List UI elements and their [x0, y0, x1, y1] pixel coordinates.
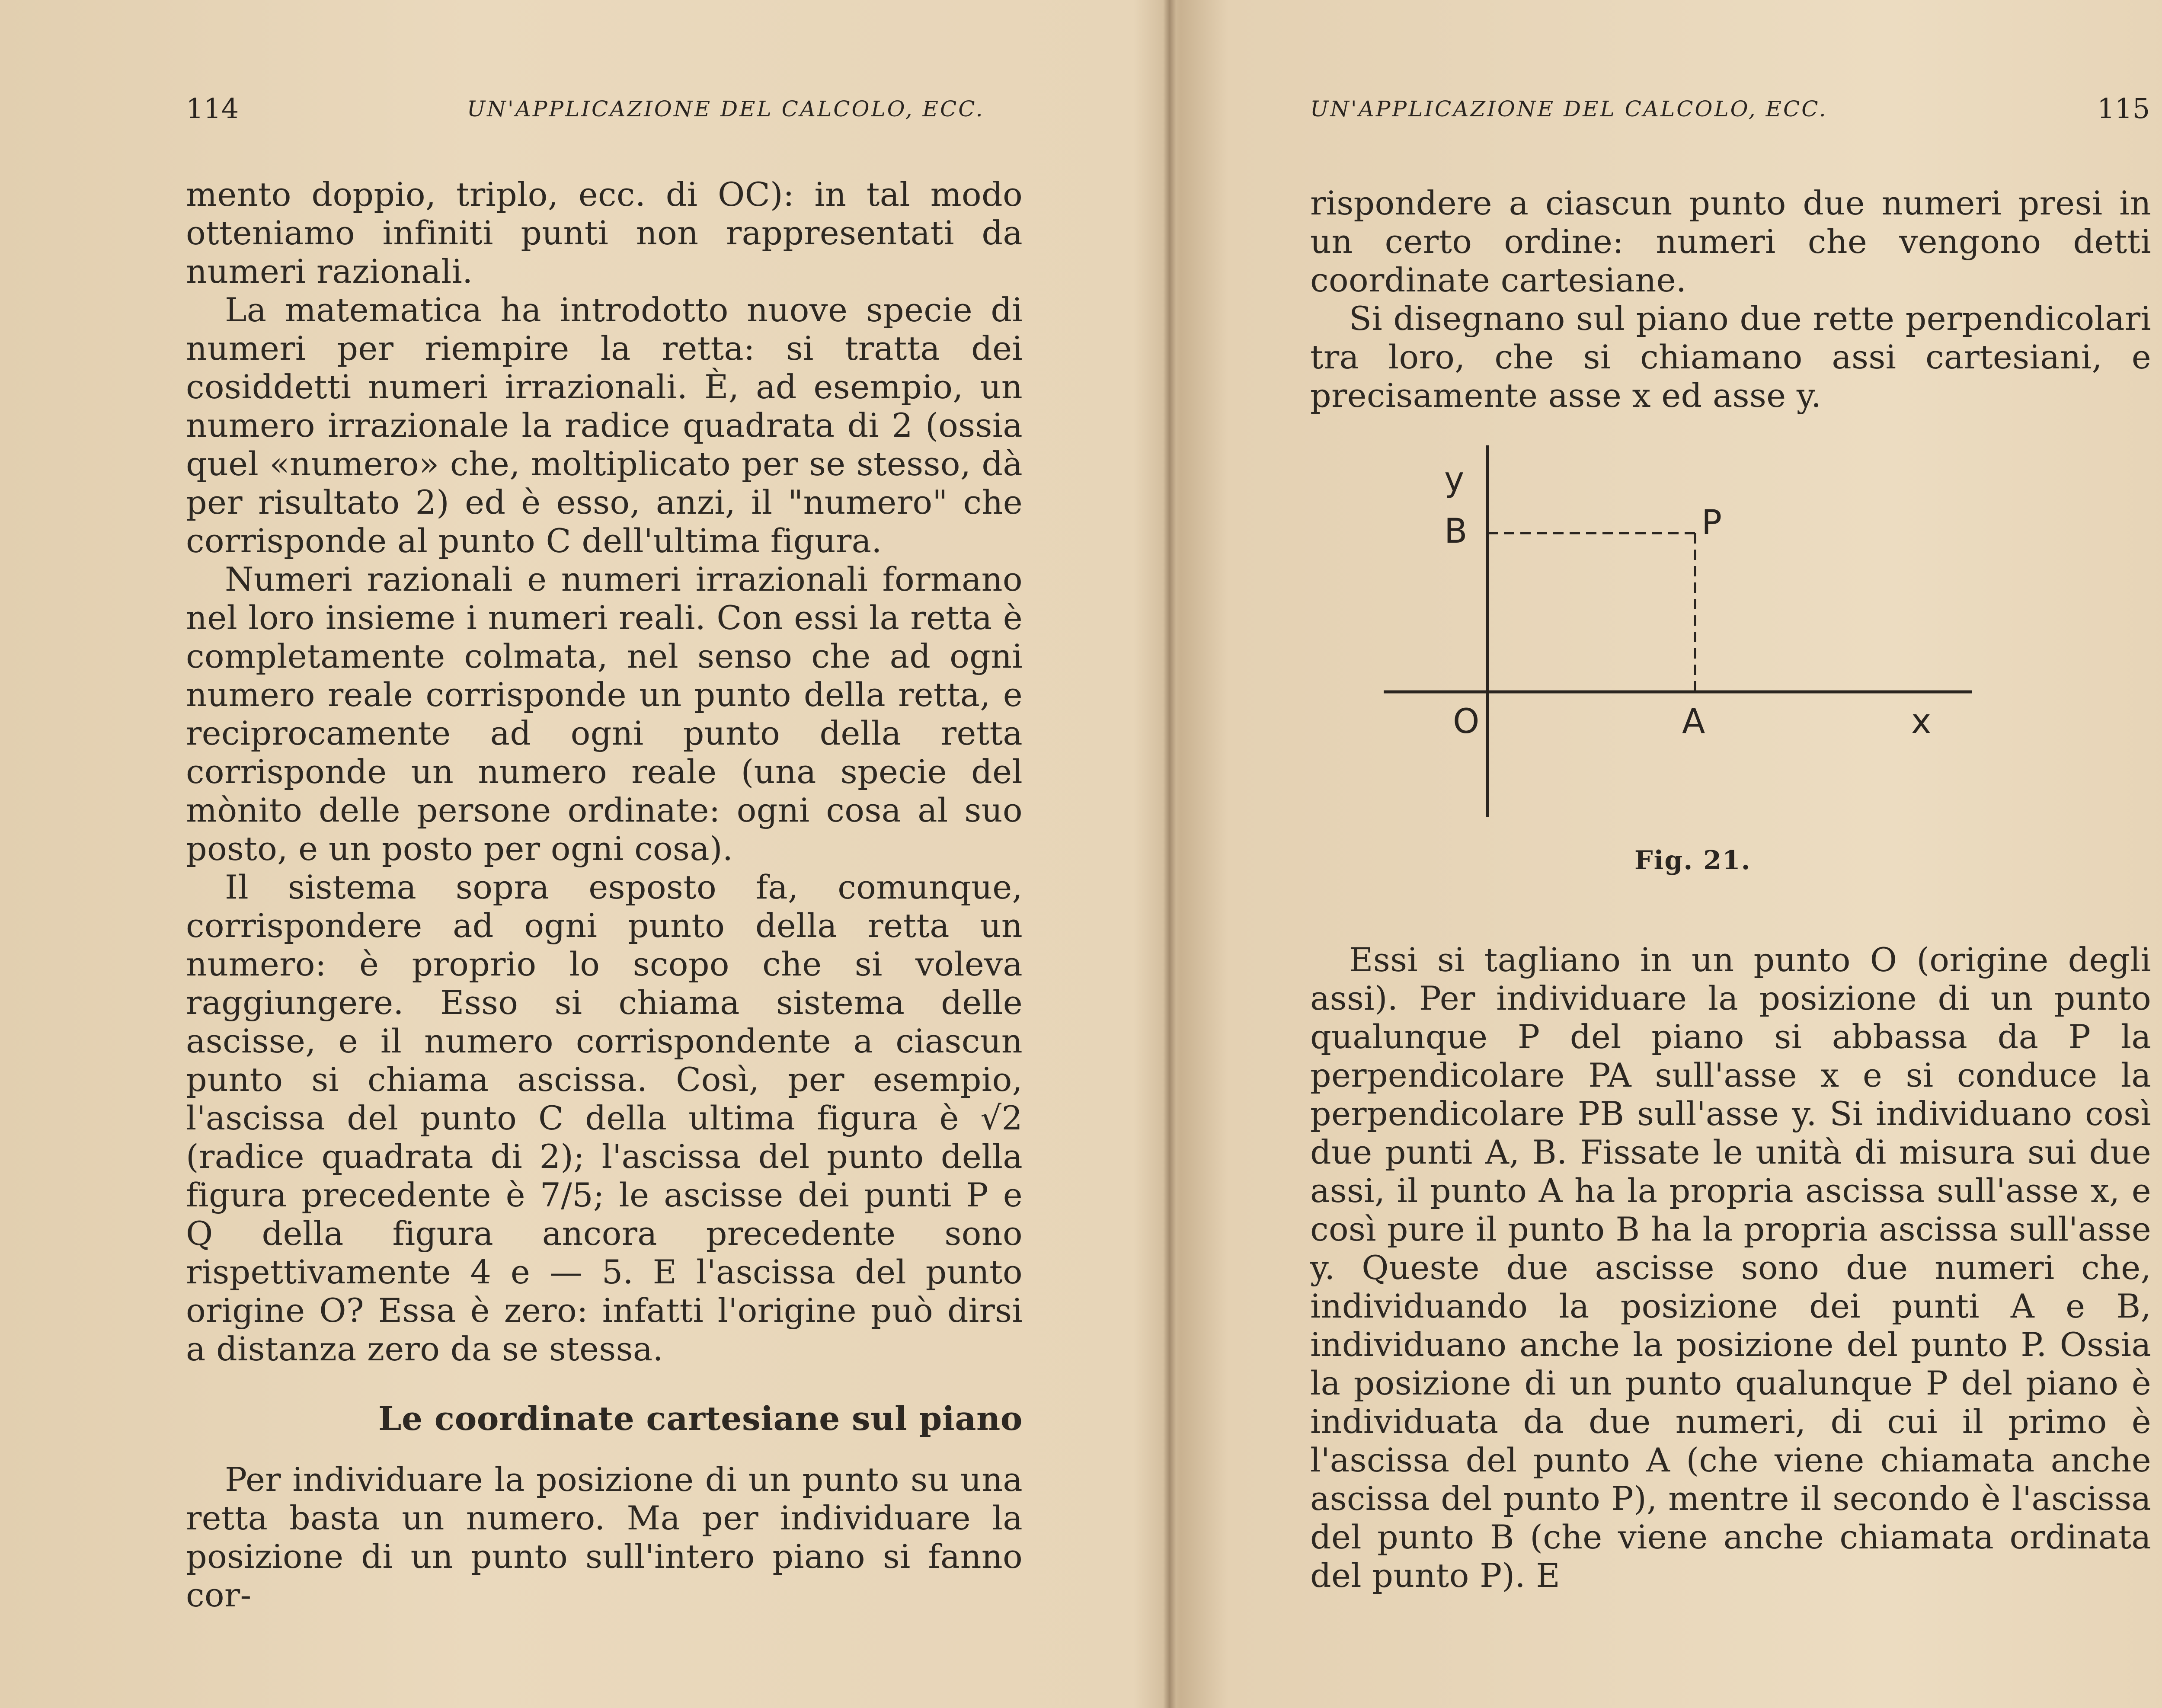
- right-paragraph-1: rispondere a ciascun punto due numeri presi in un certo ordine: numeri che vengono detti coordinate cartesiane.: [1310, 184, 2151, 299]
- left-body-text: [186, 175, 1023, 1614]
- right-page-number: 115: [2097, 93, 2150, 125]
- cartesian-diagram: [1384, 445, 2032, 835]
- left-paragraph-3: Numeri razionali e numeri irrazionali formano nel loro insieme i numeri reali. Con essi la retta è completamente colmata, nel senso che ad ogni numero reale corrisponde un punto della retta, e reciprocamente ad ogni punto della retta corrisponde un numero reale (una specie del mònito delle persone ordinate: ogni cosa al suo posto, e un posto per ogni cosa).: [186, 560, 1023, 868]
- figure-21: [1384, 445, 2032, 835]
- left-paragraph-5: Per individuare la posizione di un punto su una retta basta un numero. Ma per individuare la posizione di un punto sull'intero piano si fanno cor-: [186, 1460, 1023, 1614]
- figure-caption: Fig. 21.: [1634, 845, 1751, 876]
- label-a: A: [1682, 702, 1705, 741]
- left-running-title: UN'APPLICAZIONE DEL CALCOLO, ECC.: [467, 96, 985, 122]
- label-p: P: [1701, 503, 1722, 542]
- label-y: y: [1444, 460, 1465, 499]
- section-heading: Le coordinate cartesiane sul piano: [378, 1399, 1023, 1438]
- right-paragraph-3: Essi si tagliano in un punto O (origine degli assi). Per individuare la posizione di un punto qualunque P del piano si abbassa da P la perpendicolare PA sull'asse x e si conduce la perpendicolare PB sull'asse y. Si individuano così due punti A, B. Fissate le unità di misura sui due assi, il punto A ha la propria ascissa sull'asse x, e così pure il punto B ha la propria ascissa sull'asse y. Queste due ascisse sono due numeri che, individuando la posizione dei punti A e B, individuano anche la posizione del punto P. Ossia la posizione di un punto qualunque P del piano è individuata da due numeri, di cui il primo è l'ascissa del punto A (che viene chiamata anche ascissa del punto P), mentre il secondo è l'ascissa del punto B (che viene anche chiamata ordinata del punto P). E: [1310, 940, 2151, 1595]
- right-page: [1180, 0, 2162, 1708]
- left-page-number: 114: [186, 93, 239, 125]
- left-paragraph-2: La matematica ha introdotto nuove specie di numeri per riempire la retta: si tratta dei cosiddetti numeri irrazionali. È, ad esempio, un numero irrazionale la radice quadrata di 2 (ossia quel «numero» che, moltiplicato per se stesso, dà per risultato 2) ed è esso, anzi, il "numero" che corrisponde al punto C dell'ultima figura.: [186, 291, 1023, 560]
- left-paragraph-4: Il sistema sopra esposto fa, comunque, corrispondere ad ogni punto della retta un numero: è proprio lo scopo che si voleva raggiungere. Esso si chiama sistema delle ascisse, e il numero corrispondente a ciascun punto si chiama ascissa. Così, per esempio, l'ascissa del punto C della ultima figura è √2 (radice quadrata di 2); l'ascissa del punto della figura precedente è 7/5; le ascisse dei punti P e Q della figura ancora precedente sono rispettivamente 4 e — 5. E l'ascissa del punto origine O? Essa è zero: infatti l'origine può dirsi a distanza zero da se stessa.: [186, 868, 1023, 1368]
- left-paragraph-1: mento doppio, triplo, ecc. di OC): in tal modo otteniamo infiniti punti non rappresentati da numeri razionali.: [186, 175, 1023, 291]
- label-b: B: [1444, 512, 1468, 551]
- right-running-title: UN'APPLICAZIONE DEL CALCOLO, ECC.: [1310, 96, 1828, 122]
- right-body-text-bottom: [1310, 940, 2151, 1595]
- right-paragraph-2: Si disegnano sul piano due rette perpendicolari tra loro, che si chiamano assi cartesiani, e precisamente asse x ed asse y.: [1310, 299, 2151, 415]
- right-body-text-top: [1310, 184, 2151, 415]
- left-running-head: [0, 93, 1167, 128]
- right-running-head: [1180, 93, 2162, 128]
- label-x: x: [1911, 702, 1932, 741]
- label-origin: O: [1453, 702, 1480, 741]
